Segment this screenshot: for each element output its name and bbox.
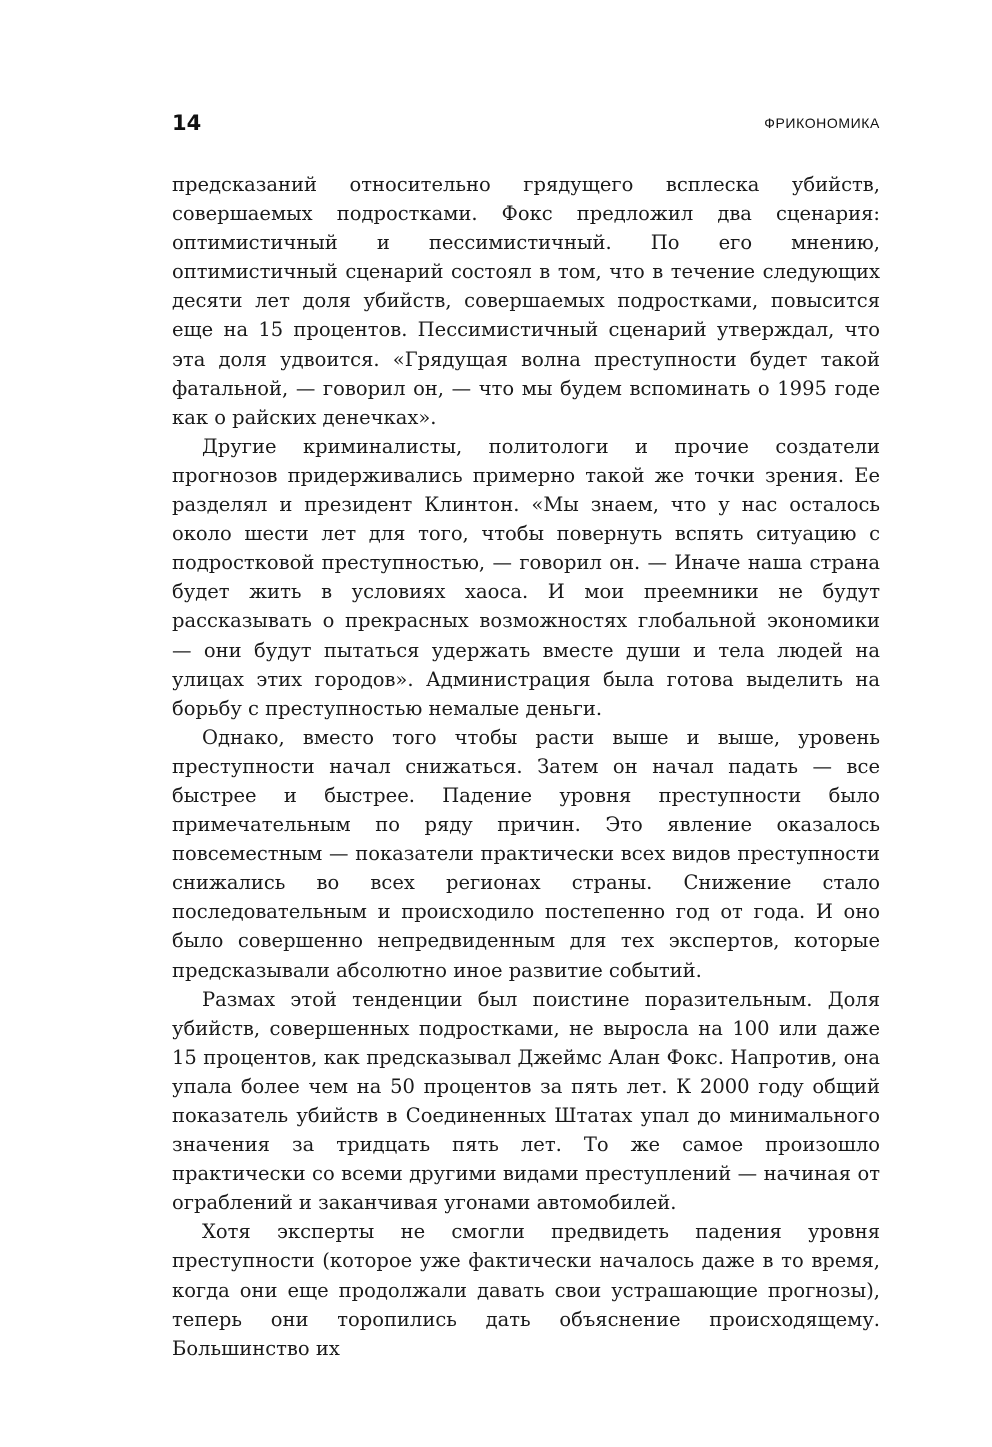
paragraph: Однако, вместо того чтобы расти выше и выше, уровень преступности начал снижаться. Затем он начал падать — все быстрее и быстрее. Падение уровня преступности было примечательным по ряду причин. Это явление оказалось повсеместным — показатели практически всех видов преступности снижались во всех регионах страны. Снижение стало последовательным и происходило постепенно год от года. И оно было совершенно непредвиденным для тех экспертов, которые предсказывали абсолютно иное развитие событий.: [172, 725, 880, 982]
running-head: [172, 108, 880, 138]
body-text: [172, 170, 880, 1363]
page-number: 14: [172, 111, 202, 135]
book-title: ФРИКОНОМИКА: [764, 115, 880, 131]
paragraph-continued: предсказаний относительно грядущего всплеска убийств, совершаемых подростками. Фокс предложил два сценария: оптимистичный и пессимистичный. По его мнению, оптимистичный сценарий состоял в том, что в течение следующих десяти лет доля убийств, совершаемых подростками, повысится еще на 15 процентов. Пессимистичный сценарий утверждал, что эта доля удвоится. «Грядущая волна преступности будет такой фатальной, — говорил он, — что мы будем вспоминать о 1995 годе как о райских денечках».: [172, 173, 880, 429]
paragraph: Другие криминалисты, политологи и прочие создатели прогнозов придерживались примерно такой же точки зрения. Ее разделял и президент Клинтон. «Мы знаем, что у нас осталось около шести лет для того, чтобы повернуть вспять ситуацию с подростковой преступностью, — говорил он. — Иначе наша страна будет жить в условиях хаоса. И мои преемники не будут рассказывать о прекрасных возможностях глобальной экономики — они будут пытаться удержать вместе души и тела людей на улицах этих городов». Администрация была готова выделить на борьбу с преступностью немалые деньги.: [172, 434, 880, 720]
paragraph: Хотя эксперты не смогли предвидеть падения уровня преступности (которое уже фактически началось даже в то время, когда они еще продолжали давать свои устрашающие прогнозы), теперь они торопились дать объяснение происходящему. Большинство их: [172, 1220, 880, 1360]
paragraph: Размах этой тенденции был поистине поразительным. Доля убийств, совершенных подростками, не выросла на 100 или даже 15 процентов, как предсказывал Джеймс Алан Фокс. Напротив, она упала более чем на 50 процентов за пять лет. К 2000 году общий показатель убийств в Соединенных Штатах упал до минимального значения за тридцать пять лет. То же самое произошло практически со всеми другими видами преступлений — начиная от ограблений и заканчивая угонами автомобилей.: [172, 987, 880, 1215]
